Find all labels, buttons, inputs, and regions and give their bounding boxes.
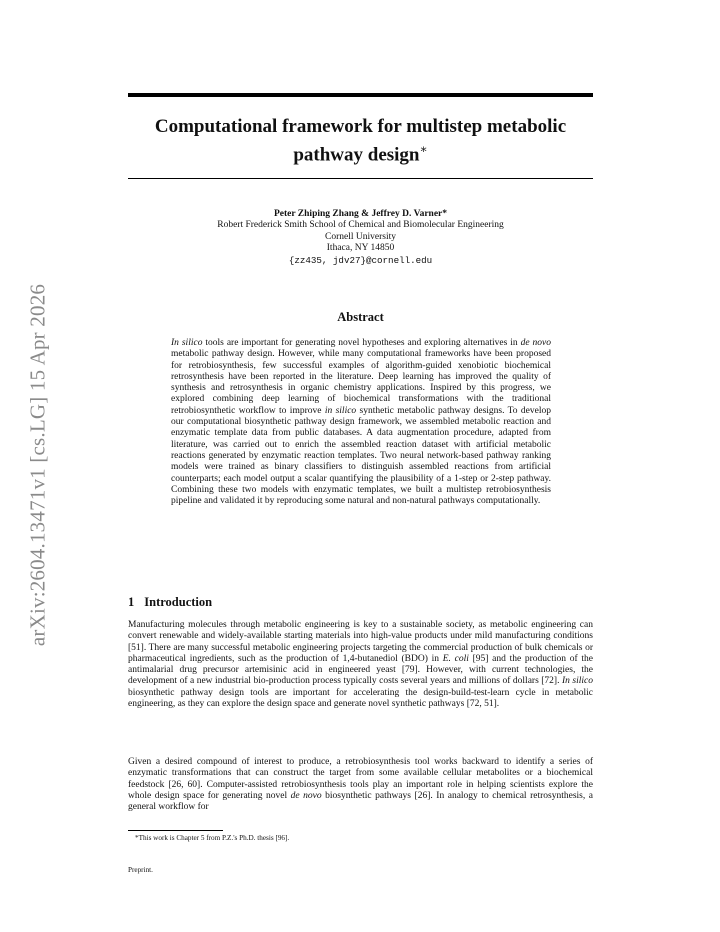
intro-p2-italic-de-novo: de novo <box>290 790 322 801</box>
author-names: Peter Zhiping Zhang & Jeffrey D. Varner* <box>273 209 448 219</box>
abstract-body <box>171 338 551 507</box>
abstract-italic-in-silico: In silico <box>171 338 203 348</box>
abstract-italic-de-novo: de novo <box>520 338 552 348</box>
author-block <box>128 209 593 266</box>
abstract-text-2: metabolic pathway design. However, while many computational frameworks have been proposed for retrobiosynthesis, few successful examples of algorithm-guided xenobiotic biochemical retrosynthesis have been reported in the literature. Deep learning has improved the quality of synthesis and retrosynthesis in organic chemistry applications. Inspired by this progress, we explored combining deep learning of biochemical transformations with the traditional retrobiosynthetic workflow to improve <box>171 349 551 416</box>
abstract-text-1: tools are important for generating novel hypotheses and exploring alternatives in <box>202 338 521 348</box>
intro-p1-text-3: biosynthetic pathway design tools are important for accelerating the design-build-test-learn cycle in metabolic engineering, as they can explore the design space and generate novel synthetic pathways [72, 51]. <box>128 687 593 710</box>
author-university: Cornell University <box>325 231 396 242</box>
intro-p1-italic-ecoli: E. coli <box>442 653 469 664</box>
intro-paragraph-2 <box>128 757 593 813</box>
intro-p1-text-1: Manufacturing molecules through metabolic engineering is key to a sustainable society, as metabolic engineering can convert renewable and widely-available starting materials into high-value products under mild manufacturing conditions [51]. There are many successful metabolic engineering projects targeting the commercial production of bulk chemicals or pharmaceutical ingredients, such as the production of 1,4-butanediol (BDO) in <box>128 620 593 664</box>
intro-paragraph-1 <box>128 620 593 710</box>
title-footnote-marker: ∗ <box>419 142 428 156</box>
footnote: *This work is Chapter 5 from P.Z.'s Ph.D. thesis [96]. <box>135 834 290 842</box>
author-email: {zz435, jdv27}@cornell.edu <box>288 254 433 266</box>
abstract-heading: Abstract <box>337 310 384 324</box>
section-number: 1 <box>128 595 135 609</box>
paper-title-text: Computational framework for multistep metabolic pathway design <box>154 116 567 166</box>
author-location: Ithaca, NY 14850 <box>326 243 395 254</box>
title-rule-top <box>128 93 593 97</box>
intro-p2-text-2: biosynthetic pathways [26]. In analogy to chemical retrosynthesis, a general workflow for <box>128 790 593 813</box>
section-heading-introduction <box>128 595 212 610</box>
arxiv-identifier: arXiv:2604.13471v1 [cs.LG] 15 Apr 2026 <box>25 283 50 647</box>
footnote-rule <box>128 830 223 831</box>
abstract-text-3: synthetic metabolic pathway designs. To develop our computational biosynthetic pathway design framework, we assembled metabolic reaction and enzymatic template data from public databases. A data augmentation procedure, adapted from literature, was carried out to enrich the assembled reaction dataset with artificial metabolic reactions generated by enzymatic reaction templates. Two neural network-based pathway ranking models were trained as binary classifiers to distinguish assembled reactions from artificial counterparts; each model output a scalar quantifying the plausibility of a 1-step or 2-step pathway. Combining these two models with enzymatic templates, we built a multistep retrobiosynthesis pipeline and validated it by reproducing some natural and non-natural pathways computationally. <box>171 405 551 507</box>
section-title: Introduction <box>144 595 213 609</box>
intro-p2-text-1: Given a desired compound of interest to produce, a retrobiosynthesis tool works backward to identify a series of enzymatic transformations that can construct the target from some available cellular metabolites or a biochemical feedstock [26, 60]. Computer-assisted retrobiosynthesis tools play an important role in helping scientists explore the whole design space for generating novel <box>128 757 593 801</box>
preprint-label: Preprint. <box>128 866 153 874</box>
paper-title <box>128 115 593 166</box>
intro-p1-italic-in-silico: In silico <box>561 676 593 687</box>
intro-p1-text-2: [95] and the production of the antimalarial drug precursor artemisinic acid in engineered yeast [79]. However, with current technologies, the development of a new industrial bio-production process typically costs several years and millions of dollars [72]. <box>128 653 594 687</box>
author-affiliation: Robert Frederick Smith School of Chemical and Biomolecular Engineering <box>217 220 504 231</box>
title-rule-bottom <box>128 178 593 179</box>
abstract-italic-in-silico-2: in silico <box>324 405 357 416</box>
